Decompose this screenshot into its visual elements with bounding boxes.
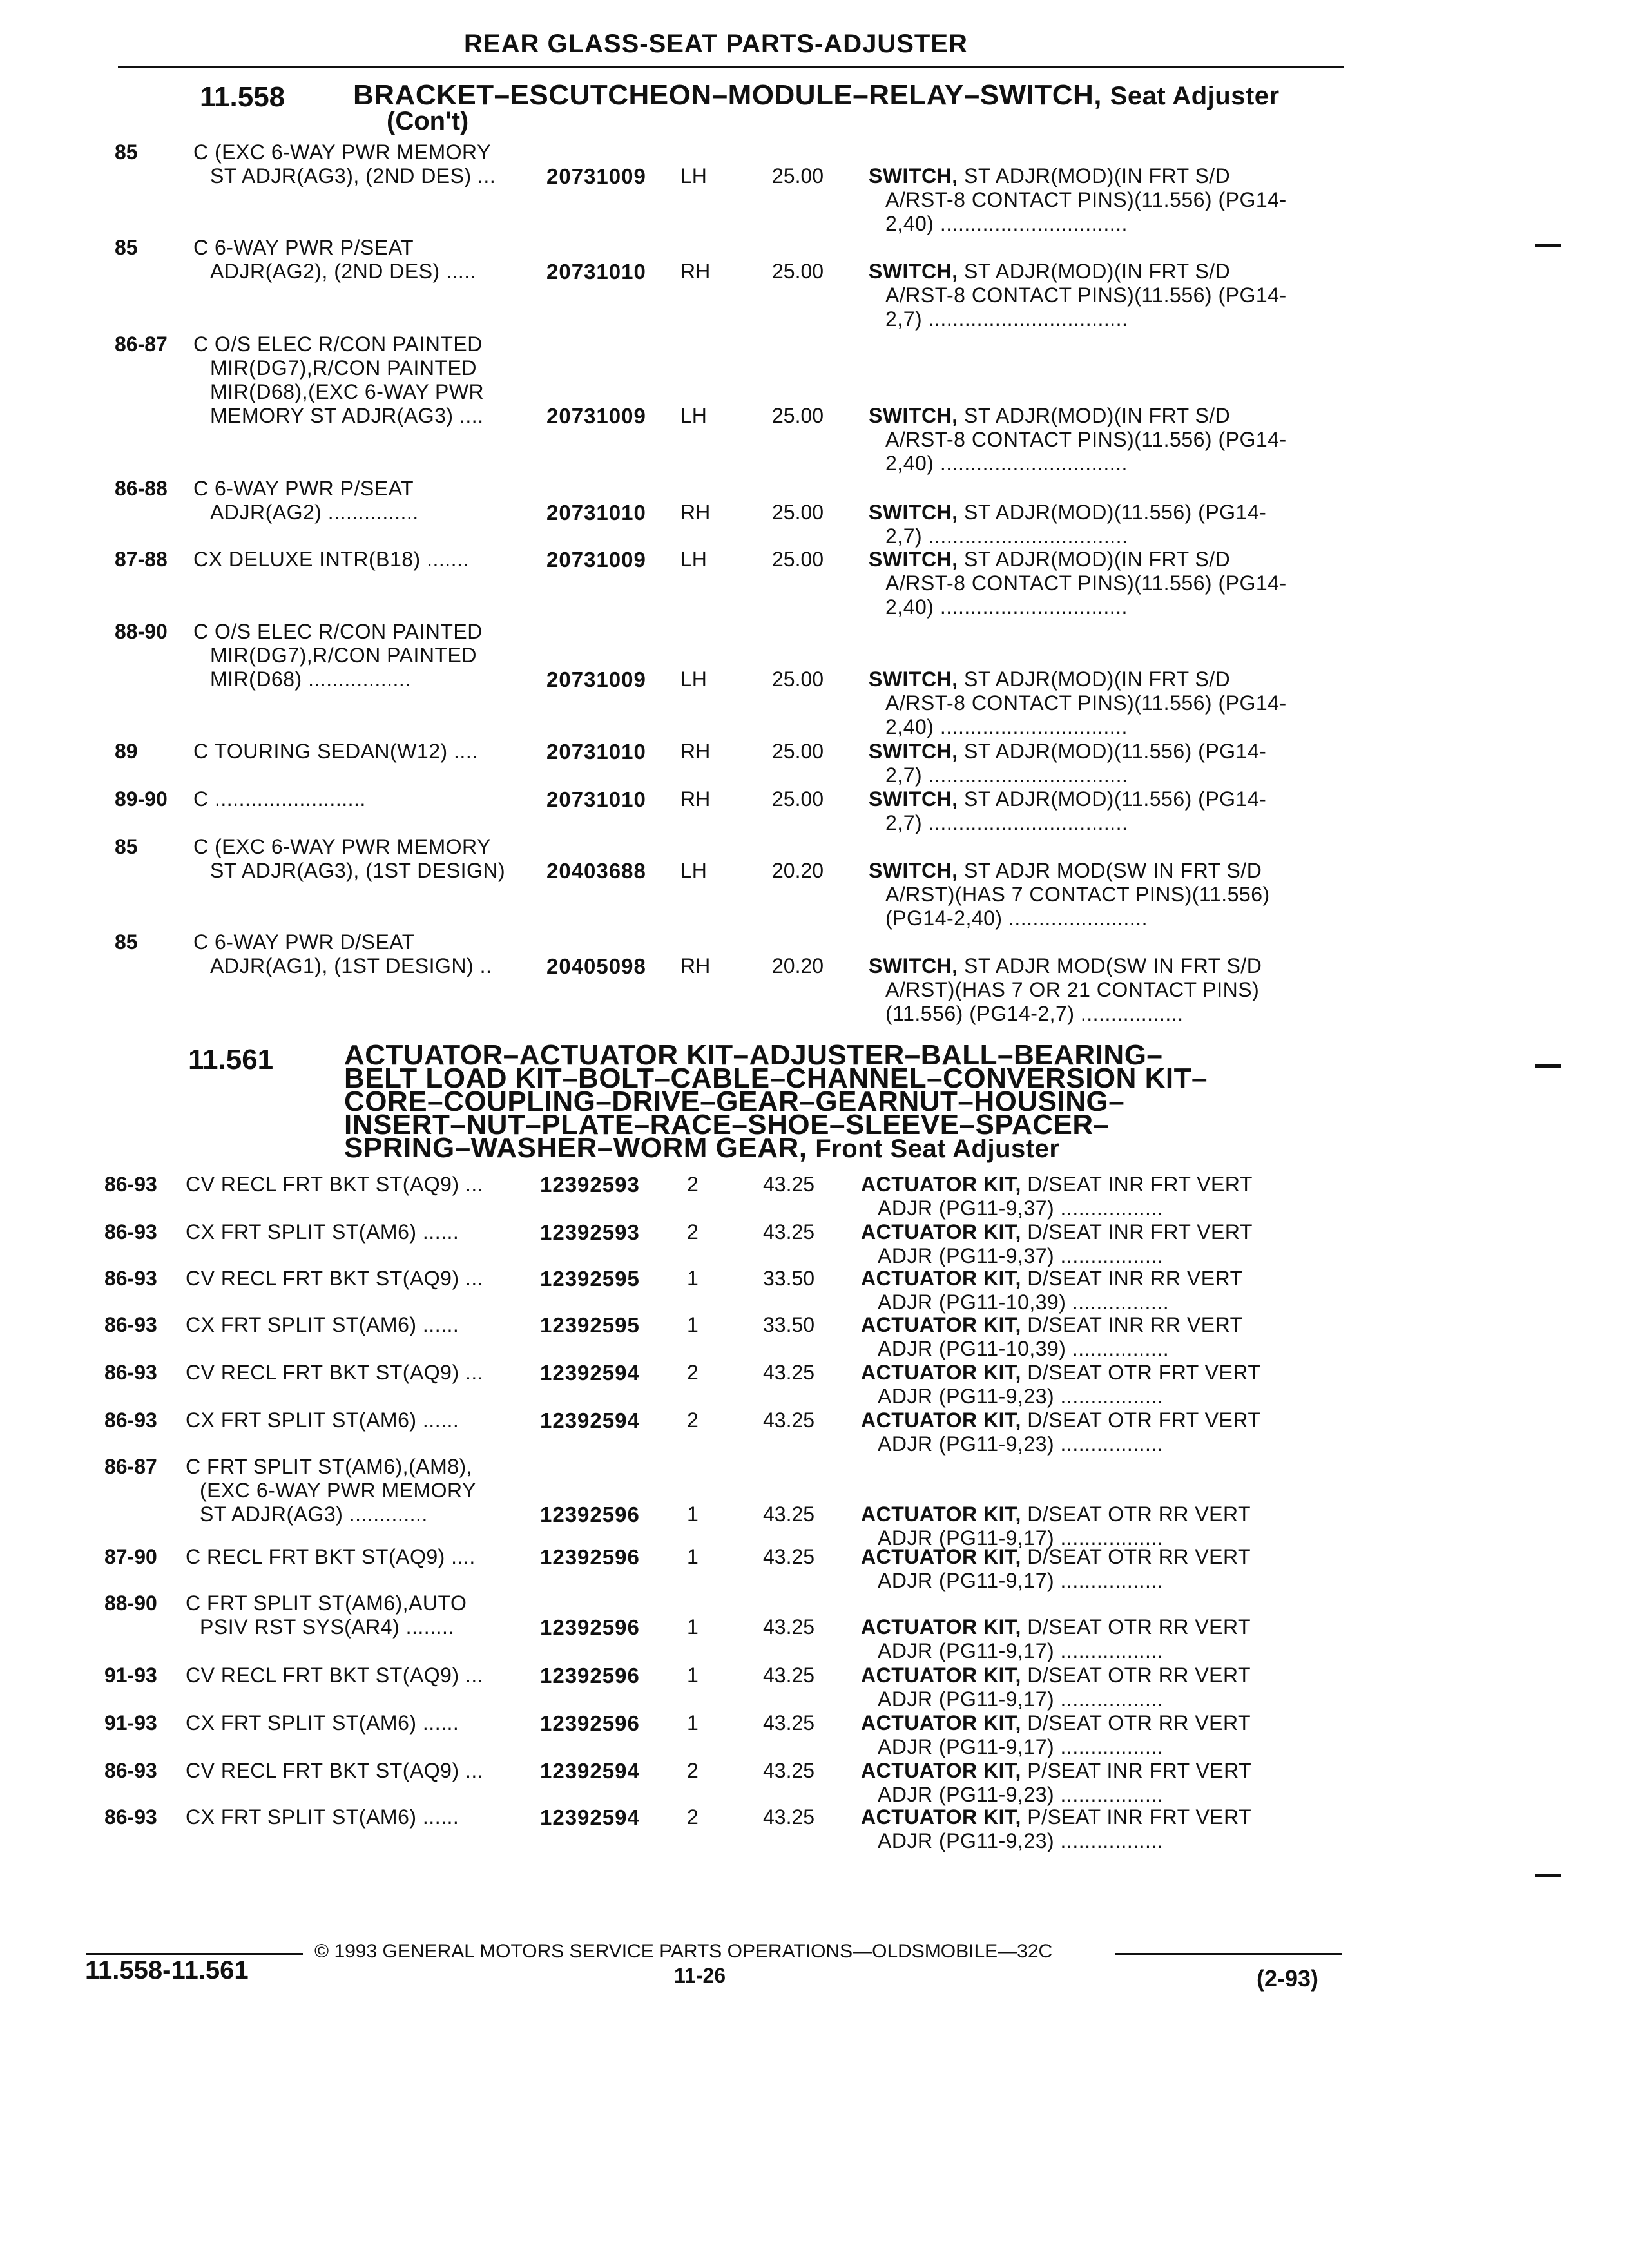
part-number: 20731009 <box>546 404 646 428</box>
usage-description: ST ADJR(AG3) ............. <box>200 1503 428 1526</box>
section-title <box>353 79 1280 111</box>
part-name: SWITCH, <box>869 404 958 427</box>
model-years: 86-93 <box>104 1408 157 1432</box>
section-title-line: CORE–COUPLING–DRIVE–GEAR–GEARNUT–HOUSING– <box>344 1086 1125 1117</box>
section-title-tail: Seat Adjuster <box>1110 82 1280 110</box>
part-detail: ADJR (PG11-9,17) ................. <box>878 1526 1164 1550</box>
part-description <box>869 787 1266 811</box>
quantity: 1 <box>687 1313 699 1336</box>
section-title-line: BELT LOAD KIT–BOLT–CABLE–CHANNEL–CONVERSION KIT– <box>344 1062 1208 1094</box>
usage-description: MIR(D68) ................. <box>210 668 411 691</box>
part-name: SWITCH, <box>869 954 958 977</box>
part-detail: D/SEAT OTR RR VERT <box>1027 1615 1251 1639</box>
list-price: 43.25 <box>763 1408 815 1432</box>
section-number: 11.561 <box>188 1044 274 1075</box>
usage-description: CX FRT SPLIT ST(AM6) ...... <box>186 1408 459 1432</box>
part-detail: 2,7) ................................. <box>885 307 1128 331</box>
part-detail: ADJR (PG11-9,17) ................. <box>878 1639 1164 1662</box>
model-years: 86-93 <box>104 1805 157 1829</box>
list-price: 25.00 <box>772 787 824 811</box>
model-years: 85 <box>115 930 138 954</box>
part-description <box>869 501 1266 524</box>
part-number: 12392596 <box>540 1664 640 1687</box>
part-detail: A/RST-8 CONTACT PINS)(11.556) (PG14- <box>885 572 1287 595</box>
part-detail: ADJR (PG11-9,17) ................. <box>878 1569 1164 1592</box>
section-number: 11.558 <box>200 81 285 113</box>
margin-mark <box>1535 244 1561 247</box>
quantity: 2 <box>687 1361 699 1384</box>
usage-description: MEMORY ST ADJR(AG3) .... <box>210 404 484 427</box>
page-header-title: REAR GLASS-SEAT PARTS-ADJUSTER <box>464 30 968 58</box>
usage-description: C O/S ELEC R/CON PAINTED <box>193 620 483 643</box>
part-number: 12392595 <box>540 1313 640 1337</box>
model-years: 87-90 <box>104 1545 157 1568</box>
part-detail: P/SEAT INR FRT VERT <box>1027 1805 1252 1829</box>
side: RH <box>680 740 711 763</box>
part-detail: D/SEAT OTR RR VERT <box>1027 1711 1251 1735</box>
list-price: 25.00 <box>772 501 824 524</box>
model-years: 88-90 <box>115 620 168 643</box>
part-description <box>861 1711 1251 1735</box>
usage-description: CX FRT SPLIT ST(AM6) ...... <box>186 1220 459 1244</box>
part-detail: ST ADJR(MOD)(11.556) (PG14- <box>963 787 1267 811</box>
model-years: 85 <box>115 835 138 858</box>
side: RH <box>680 954 711 977</box>
model-years: 87-88 <box>115 548 168 571</box>
part-detail: D/SEAT OTR RR VERT <box>1027 1503 1251 1526</box>
usage-description: ADJR(AG2) ............... <box>210 501 419 524</box>
list-price: 43.25 <box>763 1173 815 1196</box>
list-price: 20.20 <box>772 954 824 977</box>
side: RH <box>680 501 711 524</box>
model-years: 86-93 <box>104 1267 157 1290</box>
part-number: 20731009 <box>546 164 646 188</box>
section-title <box>344 1039 1208 1164</box>
part-name: ACTUATOR KIT, <box>861 1545 1021 1568</box>
part-detail: 2,40) ............................... <box>885 212 1128 235</box>
usage-description: CX DELUXE INTR(B18) ....... <box>193 548 469 571</box>
margin-mark <box>1535 1874 1561 1877</box>
part-name: SWITCH, <box>869 787 958 811</box>
part-number: 12392596 <box>540 1545 640 1569</box>
part-detail: ST ADJR(MOD)(11.556) (PG14- <box>963 740 1267 763</box>
part-number: 12392594 <box>540 1759 640 1783</box>
part-name: ACTUATOR KIT, <box>861 1313 1021 1336</box>
list-price: 25.00 <box>772 260 824 283</box>
part-number: 20731009 <box>546 668 646 691</box>
part-description <box>861 1220 1253 1244</box>
part-detail: D/SEAT INR FRT VERT <box>1027 1173 1253 1196</box>
usage-description: C FRT SPLIT ST(AM6),(AM8), <box>186 1455 473 1478</box>
usage-description: C (EXC 6-WAY PWR MEMORY <box>193 140 491 164</box>
usage-description: PSIV RST SYS(AR4) ........ <box>200 1615 454 1639</box>
usage-description: C 6-WAY PWR D/SEAT <box>193 930 415 954</box>
part-name: ACTUATOR KIT, <box>861 1408 1021 1432</box>
usage-description: ADJR(AG1), (1ST DESIGN) .. <box>210 954 492 977</box>
usage-description: C 6-WAY PWR P/SEAT <box>193 477 414 500</box>
part-number: 12392595 <box>540 1267 640 1291</box>
part-name: ACTUATOR KIT, <box>861 1503 1021 1526</box>
usage-description: C (EXC 6-WAY PWR MEMORY <box>193 835 491 858</box>
list-price: 43.25 <box>763 1664 815 1687</box>
model-years: 85 <box>115 140 138 164</box>
part-number: 12392593 <box>540 1220 640 1244</box>
part-number: 20731010 <box>546 501 646 524</box>
part-detail: ADJR (PG11-9,37) ................. <box>878 1244 1164 1267</box>
model-years: 86-93 <box>104 1759 157 1782</box>
part-description <box>869 859 1262 883</box>
part-detail: ADJR (PG11-10,39) ................ <box>878 1291 1170 1314</box>
usage-description: ST ADJR(AG3), (1ST DESIGN) <box>210 859 506 882</box>
quantity: 2 <box>687 1759 699 1782</box>
quantity: 2 <box>687 1805 699 1829</box>
list-price: 25.00 <box>772 668 824 691</box>
part-detail: A/RST)(HAS 7 CONTACT PINS)(11.556) <box>885 883 1270 906</box>
quantity: 1 <box>687 1503 699 1526</box>
usage-description: C TOURING SEDAN(W12) .... <box>193 740 478 763</box>
part-detail: A/RST)(HAS 7 OR 21 CONTACT PINS) <box>885 978 1260 1001</box>
part-detail: 2,40) ............................... <box>885 715 1128 738</box>
usage-description: C 6-WAY PWR P/SEAT <box>193 236 414 259</box>
part-description <box>869 548 1230 572</box>
part-number: 12392594 <box>540 1361 640 1385</box>
list-price: 43.25 <box>763 1220 815 1244</box>
section-title-line: INSERT–NUT–PLATE–RACE–SHOE–SLEEVE–SPACER– <box>344 1109 1110 1140</box>
part-detail: ST ADJR MOD(SW IN FRT S/D <box>963 954 1262 977</box>
quantity: 1 <box>687 1615 699 1639</box>
part-description <box>869 668 1230 691</box>
model-years: 88-90 <box>104 1591 157 1615</box>
list-price: 20.20 <box>772 859 824 882</box>
usage-description: CX FRT SPLIT ST(AM6) ...... <box>186 1313 459 1336</box>
header-rule <box>118 66 1344 68</box>
part-detail: (PG14-2,40) ....................... <box>885 907 1148 930</box>
part-detail: ST ADJR(MOD)(IN FRT S/D <box>963 668 1231 691</box>
part-number: 20731010 <box>546 260 646 284</box>
part-detail: D/SEAT OTR RR VERT <box>1027 1664 1251 1687</box>
part-description <box>861 1615 1251 1639</box>
part-number: 12392596 <box>540 1503 640 1526</box>
part-description <box>861 1759 1251 1783</box>
usage-description: CX FRT SPLIT ST(AM6) ...... <box>186 1805 459 1829</box>
usage-description: MIR(D68),(EXC 6-WAY PWR <box>210 380 485 403</box>
usage-description: MIR(DG7),R/CON PAINTED <box>210 356 477 380</box>
part-detail: ADJR (PG11-9,23) ................. <box>878 1829 1164 1852</box>
usage-description: C O/S ELEC R/CON PAINTED <box>193 332 483 356</box>
part-name: SWITCH, <box>869 548 958 571</box>
footer-rule-left <box>86 1953 303 1955</box>
part-detail: ST ADJR(MOD)(IN FRT S/D <box>963 164 1231 187</box>
list-price: 25.00 <box>772 404 824 427</box>
part-detail: 2,40) ............................... <box>885 452 1128 475</box>
part-description <box>869 164 1230 188</box>
part-detail: A/RST-8 CONTACT PINS)(11.556) (PG14- <box>885 188 1287 211</box>
part-detail: ST ADJR MOD(SW IN FRT S/D <box>963 859 1262 882</box>
quantity: 1 <box>687 1711 699 1735</box>
part-number: 12392596 <box>540 1711 640 1735</box>
quantity: 2 <box>687 1173 699 1196</box>
part-detail: D/SEAT INR FRT VERT <box>1027 1220 1253 1244</box>
model-years: 85 <box>115 236 138 259</box>
footer-rule-right <box>1115 1953 1342 1955</box>
part-number: 20731009 <box>546 548 646 572</box>
part-detail: D/SEAT INR RR VERT <box>1027 1313 1243 1336</box>
usage-description: MIR(DG7),R/CON PAINTED <box>210 644 477 667</box>
side: LH <box>680 548 707 571</box>
part-name: ACTUATOR KIT, <box>861 1711 1021 1735</box>
quantity: 1 <box>687 1664 699 1687</box>
part-detail: ADJR (PG11-9,37) ................. <box>878 1196 1164 1220</box>
list-price: 43.25 <box>763 1361 815 1384</box>
part-name: ACTUATOR KIT, <box>861 1805 1021 1829</box>
part-description <box>861 1664 1251 1687</box>
part-detail: 2,7) ................................. <box>885 524 1128 548</box>
side: RH <box>680 787 711 811</box>
part-detail: ADJR (PG11-9,17) ................. <box>878 1687 1164 1711</box>
part-number: 20731010 <box>546 740 646 764</box>
section-title-line: ACTUATOR–ACTUATOR KIT–ADJUSTER–BALL–BEARING– <box>344 1039 1163 1071</box>
part-description <box>869 404 1230 428</box>
side: RH <box>680 260 711 283</box>
part-name: SWITCH, <box>869 164 958 187</box>
usage-description: CV RECL FRT BKT ST(AQ9) ... <box>186 1759 484 1782</box>
part-name: SWITCH, <box>869 859 958 882</box>
part-name: ACTUATOR KIT, <box>861 1361 1021 1384</box>
list-price: 43.25 <box>763 1711 815 1735</box>
part-detail: D/SEAT OTR FRT VERT <box>1027 1408 1261 1432</box>
part-name: ACTUATOR KIT, <box>861 1173 1021 1196</box>
list-price: 43.25 <box>763 1545 815 1568</box>
footer-copyright: © 1993 GENERAL MOTORS SERVICE PARTS OPERATIONS—OLDSMOBILE—32C <box>314 1941 1053 1962</box>
model-years: 86-88 <box>115 477 168 500</box>
part-name: SWITCH, <box>869 740 958 763</box>
side: LH <box>680 404 707 427</box>
list-price: 43.25 <box>763 1805 815 1829</box>
usage-description: C RECL FRT BKT ST(AQ9) .... <box>186 1545 476 1568</box>
part-detail: D/SEAT INR RR VERT <box>1027 1267 1243 1290</box>
list-price: 43.25 <box>763 1759 815 1782</box>
part-name: SWITCH, <box>869 501 958 524</box>
part-detail: A/RST-8 CONTACT PINS)(11.556) (PG14- <box>885 691 1287 715</box>
part-detail: D/SEAT OTR RR VERT <box>1027 1545 1251 1568</box>
list-price: 43.25 <box>763 1503 815 1526</box>
side: LH <box>680 668 707 691</box>
usage-description: (EXC 6-WAY PWR MEMORY <box>200 1479 476 1502</box>
model-years: 86-87 <box>104 1455 157 1478</box>
part-detail: ST ADJR(MOD)(IN FRT S/D <box>963 404 1231 427</box>
quantity: 1 <box>687 1267 699 1290</box>
part-description <box>861 1805 1251 1829</box>
footer-section-range: 11.558-11.561 <box>85 1956 249 1984</box>
quantity: 2 <box>687 1408 699 1432</box>
footer-page-number: 11-26 <box>674 1964 726 1987</box>
part-description <box>861 1173 1253 1196</box>
part-detail: ADJR (PG11-9,17) ................. <box>878 1735 1164 1758</box>
part-description <box>861 1545 1251 1569</box>
usage-description: ADJR(AG2), (2ND DES) ..... <box>210 260 477 283</box>
list-price: 25.00 <box>772 164 824 187</box>
part-name: ACTUATOR KIT, <box>861 1267 1021 1290</box>
part-description <box>869 954 1262 978</box>
part-name: ACTUATOR KIT, <box>861 1615 1021 1639</box>
section-title-tail: Front Seat Adjuster <box>815 1135 1060 1163</box>
part-name: SWITCH, <box>869 260 958 283</box>
part-description <box>861 1361 1260 1385</box>
model-years: 86-87 <box>115 332 168 356</box>
list-price: 25.00 <box>772 740 824 763</box>
part-detail: ADJR (PG11-9,23) ................. <box>878 1385 1164 1408</box>
usage-description: CV RECL FRT BKT ST(AQ9) ... <box>186 1361 484 1384</box>
part-detail: ADJR (PG11-9,23) ................. <box>878 1432 1164 1456</box>
part-detail: A/RST-8 CONTACT PINS)(11.556) (PG14- <box>885 284 1287 307</box>
part-detail: ST ADJR(MOD)(11.556) (PG14- <box>963 501 1267 524</box>
part-detail: (11.556) (PG14-2,7) ................. <box>885 1002 1184 1025</box>
part-description <box>869 740 1266 764</box>
list-price: 25.00 <box>772 548 824 571</box>
usage-description: C ......................... <box>193 787 366 811</box>
usage-description: CV RECL FRT BKT ST(AQ9) ... <box>186 1267 484 1290</box>
model-years: 86-93 <box>104 1173 157 1196</box>
part-detail: ADJR (PG11-9,23) ................. <box>878 1783 1164 1806</box>
part-number: 12392594 <box>540 1408 640 1432</box>
model-years: 91-93 <box>104 1711 157 1735</box>
model-years: 89 <box>115 740 138 763</box>
quantity: 1 <box>687 1545 699 1568</box>
model-years: 89-90 <box>115 787 168 811</box>
usage-description: ST ADJR(AG3), (2ND DES) ... <box>210 164 496 187</box>
side: LH <box>680 859 707 882</box>
section-title-text: BRACKET–ESCUTCHEON–MODULE–RELAY–SWITCH, <box>353 79 1102 111</box>
part-number: 20731010 <box>546 787 646 811</box>
section-continued: (Con't) <box>387 107 469 135</box>
usage-description: C FRT SPLIT ST(AM6),AUTO <box>186 1591 467 1615</box>
part-detail: 2,7) ................................. <box>885 764 1128 787</box>
part-description <box>861 1408 1260 1432</box>
model-years: 86-93 <box>104 1361 157 1384</box>
part-description <box>861 1267 1243 1291</box>
part-detail: ST ADJR(MOD)(IN FRT S/D <box>963 260 1231 283</box>
part-name: ACTUATOR KIT, <box>861 1664 1021 1687</box>
part-detail: P/SEAT INR FRT VERT <box>1027 1759 1252 1782</box>
part-description <box>861 1313 1243 1337</box>
margin-mark <box>1535 1064 1561 1068</box>
list-price: 33.50 <box>763 1267 815 1290</box>
part-detail: 2,40) ............................... <box>885 595 1128 619</box>
footer-revision-date: (2-93) <box>1257 1965 1319 1992</box>
part-number: 12392594 <box>540 1805 640 1829</box>
list-price: 33.50 <box>763 1313 815 1336</box>
part-name: ACTUATOR KIT, <box>861 1759 1021 1782</box>
model-years: 86-93 <box>104 1220 157 1244</box>
part-detail: D/SEAT OTR FRT VERT <box>1027 1361 1261 1384</box>
part-detail: 2,7) ................................. <box>885 811 1128 834</box>
part-name: SWITCH, <box>869 668 958 691</box>
usage-description: CV RECL FRT BKT ST(AQ9) ... <box>186 1173 484 1196</box>
model-years: 91-93 <box>104 1664 157 1687</box>
model-years: 86-93 <box>104 1313 157 1336</box>
quantity: 2 <box>687 1220 699 1244</box>
list-price: 43.25 <box>763 1615 815 1639</box>
section-title-line: SPRING–WASHER–WORM GEAR, <box>344 1132 807 1164</box>
part-detail: ST ADJR(MOD)(IN FRT S/D <box>963 548 1231 571</box>
usage-description: CX FRT SPLIT ST(AM6) ...... <box>186 1711 459 1735</box>
part-number: 12392593 <box>540 1173 640 1196</box>
usage-description: CV RECL FRT BKT ST(AQ9) ... <box>186 1664 484 1687</box>
part-number: 20405098 <box>546 954 646 978</box>
part-detail: ADJR (PG11-10,39) ................ <box>878 1337 1170 1360</box>
part-description <box>861 1503 1251 1526</box>
part-number: 12392596 <box>540 1615 640 1639</box>
part-name: ACTUATOR KIT, <box>861 1220 1021 1244</box>
part-description <box>869 260 1230 284</box>
side: LH <box>680 164 707 187</box>
part-detail: A/RST-8 CONTACT PINS)(11.556) (PG14- <box>885 428 1287 451</box>
part-number: 20403688 <box>546 859 646 883</box>
